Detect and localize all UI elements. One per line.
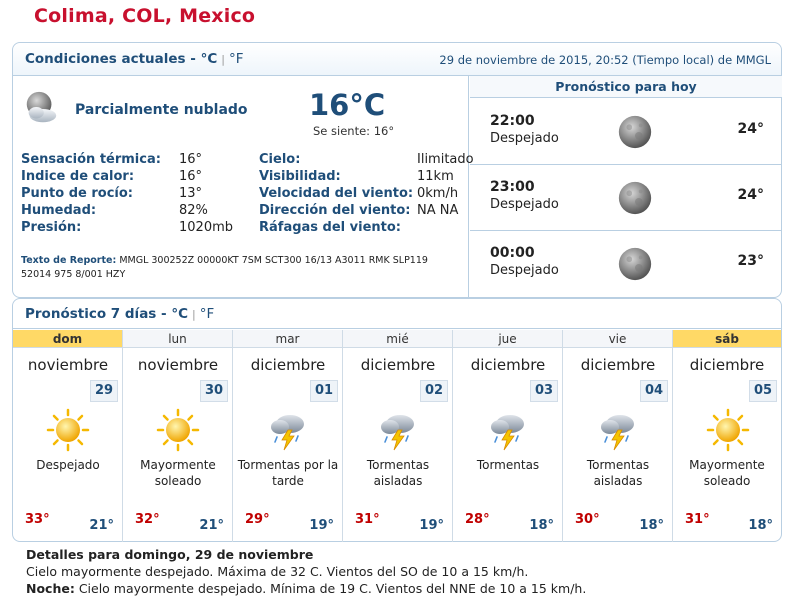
day-name: dom — [13, 330, 122, 348]
forecast-day[interactable] — [233, 330, 343, 542]
hourly-time: 23:00 — [490, 179, 535, 195]
day-name: vie — [563, 330, 672, 348]
report-label: Texto de Reporte: — [21, 255, 117, 266]
day-low-temp: 18° — [639, 518, 664, 533]
detail-label: Ráfagas del viento: — [259, 220, 402, 235]
detail-value: 0km/h — [417, 186, 459, 201]
detail-row — [21, 169, 202, 187]
hourly-row — [470, 99, 782, 165]
day-low-temp: 18° — [529, 518, 554, 533]
report-text: MMGL 300252Z 00000KT 7SM SCT300 16/13 A3011 RMK SLP119 52014 975 8/001 HZY — [21, 255, 428, 280]
day-name: mar — [233, 330, 342, 348]
day-date: 04 — [640, 380, 668, 402]
detail-label: Cielo: — [259, 152, 301, 167]
day-high-temp: 30° — [575, 512, 600, 527]
unit-separator: | — [192, 308, 196, 321]
day-name: sáb — [673, 330, 781, 348]
day-month: diciembre — [360, 356, 436, 374]
observation-timestamp: 29 de noviembre de 2015, 20:52 (Tiempo local) de MMGL — [439, 53, 771, 67]
hourly-time: 00:00 — [490, 245, 535, 261]
thunderstorm-icon — [596, 408, 640, 452]
metar-report — [21, 254, 461, 282]
day-low-temp: 19° — [419, 518, 444, 533]
day-name: mié — [343, 330, 452, 348]
today-forecast-title: Pronóstico para hoy — [470, 76, 782, 98]
day-low-temp: 21° — [199, 518, 224, 533]
thunderstorm-icon — [266, 408, 310, 452]
day-date: 03 — [530, 380, 558, 402]
day-description: Mayormente soleado — [140, 458, 216, 488]
hourly-row — [470, 231, 782, 297]
day-month: noviembre — [27, 356, 109, 374]
day-month: diciembre — [250, 356, 326, 374]
detail-label: Velocidad del viento: — [259, 186, 414, 201]
day-date: 02 — [420, 380, 448, 402]
hourly-temperature: 23° — [737, 253, 764, 269]
day-month: diciembre — [470, 356, 546, 374]
forecast-day[interactable] — [453, 330, 563, 542]
day-description: Tormentas aisladas — [366, 458, 430, 488]
detail-row — [21, 220, 233, 238]
current-conditions-title — [25, 51, 244, 67]
day-high-temp: 33° — [25, 512, 50, 527]
day-name: lun — [123, 330, 232, 348]
hourly-time: 22:00 — [490, 113, 535, 129]
hourly-row — [470, 165, 782, 231]
detail-label: Dirección del viento: — [259, 203, 411, 218]
detail-value: 1020mb — [179, 220, 233, 235]
forecast-day[interactable] — [563, 330, 673, 542]
day-date: 30 — [200, 380, 228, 402]
day-high-temp: 28° — [465, 512, 490, 527]
day-details-text: Cielo mayormente despejado. Máxima de 32 C. Vientos del SO de 10 a 15 km/h. — [26, 564, 529, 579]
detail-row — [259, 186, 458, 204]
hourly-condition: Despejado — [490, 131, 559, 146]
night-label: Noche: — [26, 581, 75, 596]
detail-value: 82% — [179, 203, 208, 218]
moon-icon — [616, 179, 654, 217]
forecast-days — [13, 330, 781, 542]
detail-label: Humedad: — [21, 203, 97, 218]
detail-label: Presión: — [21, 220, 82, 235]
detail-value: 16° — [179, 169, 203, 184]
forecast-day[interactable] — [13, 330, 123, 542]
detail-value: 11km — [417, 169, 454, 184]
current-conditions-body — [13, 76, 474, 297]
current-conditions-header — [13, 43, 781, 76]
detail-value: NA NA — [417, 203, 459, 218]
forecast-unit-fahrenheit-toggle[interactable]: °F — [199, 306, 215, 322]
sun-icon — [156, 408, 200, 452]
day-description: Tormentas por la tarde — [237, 458, 339, 488]
seven-day-forecast-panel — [12, 298, 782, 542]
detail-value: 13° — [179, 186, 203, 201]
day-name: jue — [453, 330, 562, 348]
forecast-unit-celsius-toggle[interactable]: °C — [171, 306, 189, 322]
detail-label: Visibilidad: — [259, 169, 341, 184]
sun-icon — [706, 408, 750, 452]
day-low-temp: 19° — [309, 518, 334, 533]
hourly-temperature: 24° — [737, 121, 764, 137]
detail-row — [259, 220, 417, 238]
forecast-day[interactable] — [673, 330, 781, 542]
unit-fahrenheit-toggle[interactable]: °F — [229, 51, 244, 67]
day-high-temp: 31° — [685, 512, 710, 527]
night-details-row — [26, 580, 776, 597]
day-details — [26, 546, 776, 597]
unit-separator: | — [221, 53, 225, 66]
day-description: Mayormente soleado — [689, 458, 765, 488]
forecast-header — [13, 299, 781, 329]
hourly-condition: Despejado — [490, 263, 559, 278]
sun-icon — [46, 408, 90, 452]
detail-value: Ilimitado — [417, 152, 474, 167]
partly-cloudy-night-icon — [22, 89, 60, 127]
forecast-day[interactable] — [343, 330, 453, 542]
day-description: Despejado — [36, 458, 100, 472]
day-description: Tormentas — [476, 458, 540, 472]
detail-row — [259, 152, 474, 170]
day-month: noviembre — [137, 356, 219, 374]
night-details-text: Cielo mayormente despejado. Mínima de 19 C. Vientos del NNE de 10 a 15 km/h. — [74, 581, 587, 596]
current-conditions-panel — [12, 42, 782, 298]
detail-row — [21, 152, 202, 170]
thunderstorm-icon — [486, 408, 530, 452]
day-details-title: Detalles para domingo, 29 de noviembre — [26, 547, 314, 562]
feels-like-text: Se siente: 16° — [313, 124, 395, 138]
detail-label: Punto de rocío: — [21, 186, 133, 201]
day-low-temp: 18° — [748, 518, 773, 533]
day-month: diciembre — [580, 356, 656, 374]
detail-row — [21, 186, 202, 204]
thunderstorm-icon — [376, 408, 420, 452]
hourly-condition: Despejado — [490, 197, 559, 212]
detail-row — [259, 203, 458, 221]
forecast-title — [25, 306, 214, 322]
forecast-day[interactable] — [123, 330, 233, 542]
unit-celsius-toggle[interactable]: °C — [200, 51, 218, 67]
detail-value: 16° — [179, 152, 203, 167]
page-title: Colima, COL, Mexico — [34, 5, 256, 27]
day-low-temp: 21° — [89, 518, 114, 533]
detail-label: Sensación térmica: — [21, 152, 161, 167]
day-month: diciembre — [689, 356, 765, 374]
detail-row — [259, 169, 454, 187]
current-temperature: 16°C — [309, 88, 386, 122]
day-date: 29 — [90, 380, 118, 402]
today-forecast — [470, 76, 782, 297]
detail-label: Indice de calor: — [21, 169, 135, 184]
day-description: Tormentas aisladas — [586, 458, 650, 488]
day-high-temp: 32° — [135, 512, 160, 527]
day-date: 01 — [310, 380, 338, 402]
current-condition-text: Parcialmente nublado — [75, 102, 248, 118]
moon-icon — [616, 113, 654, 151]
day-high-temp: 29° — [245, 512, 270, 527]
detail-row — [21, 203, 208, 221]
current-conditions-title-text: Condiciones actuales - — [25, 51, 201, 67]
day-date: 05 — [749, 380, 777, 402]
forecast-title-text: Pronóstico 7 días - — [25, 306, 172, 322]
moon-icon — [616, 245, 654, 283]
hourly-temperature: 24° — [737, 187, 764, 203]
day-high-temp: 31° — [355, 512, 380, 527]
